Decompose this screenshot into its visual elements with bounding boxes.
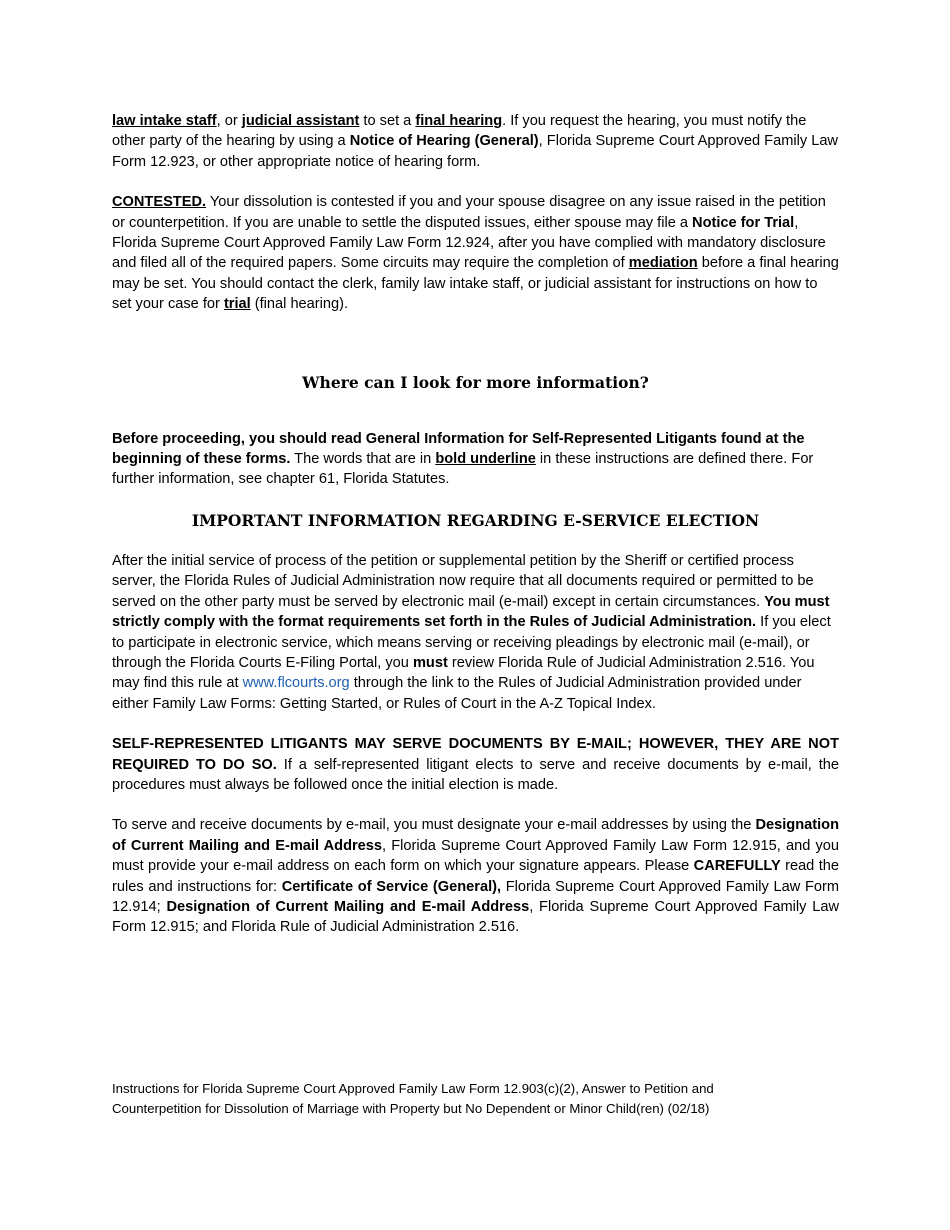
form-name-certificate-of-service: Certificate of Service (General), [281, 878, 502, 895]
text-run: , or [216, 113, 242, 129]
page-footer [112, 1079, 839, 1118]
term-contested: CONTESTED. [112, 194, 207, 211]
term-trial: trial [223, 296, 251, 313]
footer-line-1: Instructions for Florida Supreme Court Approved Family Law Form 12.903(c)(2), Answer to Petition and [112, 1081, 714, 1096]
bold-self-represented-notice: SELF-REPRESENTED LITIGANTS MAY SERVE DOCUMENTS BY E-MAIL; HOWEVER, THEY ARE NOT REQUIRED TO DO SO. [112, 736, 839, 773]
bold-compliance-notice: You must strictly comply with the format requirements set forth in the Rules of Judicial Administration. [112, 593, 830, 631]
form-name-designation-2: Designation of Current Mailing and E-mail Address [166, 898, 530, 915]
text-run: . If you request the hearing, you must notify the other party of the hearing by using a [112, 113, 807, 150]
flcourts-link[interactable]: www.flcourts.org [242, 675, 350, 692]
text-run: review Florida Rule of Judicial Administration 2.516. You may find this rule at [112, 654, 815, 692]
text-run: The words that are in [290, 451, 436, 468]
eservice-paragraph [112, 551, 839, 714]
text-run: before a final hearing may be set. You should contact the clerk, family law intake staff, or judicial assistant for instructions on how to set your case for [112, 255, 839, 313]
text-run: Florida Supreme Court Approved Family Law Form 12.914; [112, 878, 839, 915]
designation-paragraph [112, 815, 839, 937]
eservice-heading: IMPORTANT INFORMATION REGARDING E-SERVICE ELECTION [191, 510, 760, 530]
text-run: Your dissolution is contested if you and your spouse disagree on any issue raised in the petition or counterpetition. If you are unable to settle the disputed issues, either spouse may file a [112, 194, 826, 231]
text-run: in these instructions are defined there. For further information, see chapter 61, Florida Statutes. [112, 451, 814, 488]
bold-notice: Before proceeding, you should read General Information for Self-Represented Litigants found at the beginning of these forms. [112, 430, 805, 468]
term-mediation: mediation [628, 255, 698, 272]
term-judicial-assistant: judicial assistant [241, 113, 360, 129]
text-run: to set a [359, 113, 416, 129]
form-name-notice-of-hearing: Notice of Hearing (General) [349, 133, 539, 150]
contested-paragraph [112, 192, 839, 314]
self-represented-paragraph [112, 734, 839, 795]
text-run: , Florida Supreme Court Approved Family Law Form 12.923, or other appropriate notice of hearing form. [112, 133, 838, 170]
document-body [112, 111, 839, 938]
term-law-intake-staff: law intake staff [112, 113, 217, 129]
text-run: through the link to the Rules of Judicial Administration provided under either Family Law Forms: Getting Started, or Rules of Court in the A-Z Topical Index. [112, 675, 802, 712]
text-run: read the rules and instructions for: [112, 858, 839, 895]
hearing-paragraph [112, 111, 839, 172]
form-name-notice-for-trial: Notice for Trial [692, 214, 795, 231]
more-information-paragraph [112, 429, 839, 490]
text-run: , Florida Supreme Court Approved Family Law Form 12.924, after you have complied with mandatory disclosure and filed all of the required papers. Some circuits may require the completion of [112, 214, 826, 272]
term-bold-underline: bold underline [435, 451, 536, 468]
form-name-designation: Designation of Current Mailing and E-mail Address [112, 817, 839, 854]
term-final-hearing: final hearing [415, 113, 503, 129]
bold-must: must [412, 654, 448, 671]
text-run: After the initial service of process of the petition or supplemental petition by the Sheriff or certified process server, the Florida Rules of Judicial Administration now require that all documents required or permitted to be served on the other party must be served by electronic mail (e-mail) except in certain circumstances. [112, 552, 814, 610]
text-run: , Florida Supreme Court Approved Family Law Form 12.915; and Florida Rule of Judicial Administration 2.516. [112, 898, 839, 936]
bold-carefully: CAREFULLY [693, 858, 781, 875]
text-run: If a self-represented litigant elects to serve and receive documents by e-mail, the procedures must always be followed once the initial election is made. [112, 756, 839, 793]
footer-line-2: Counterpetition for Dissolution of Marriage with Property but No Dependent or Minor Child(ren) (02/18) [112, 1100, 710, 1116]
text-run: (final hearing). [250, 296, 349, 313]
text-run: To serve and receive documents by e-mail, you must designate your e-mail addresses by using the [112, 817, 756, 834]
more-information-heading: Where can I look for more information? [302, 372, 649, 392]
text-run: If you elect to participate in electronic service, which means serving or receiving pleadings by electronic mail (e-mail), or through the Florida Courts E-Filing Portal, you [112, 614, 831, 671]
text-run: , Florida Supreme Court Approved Family Law Form 12.915, and you must provide your e-mail address on each form on which your signature appears. Please [112, 837, 839, 875]
